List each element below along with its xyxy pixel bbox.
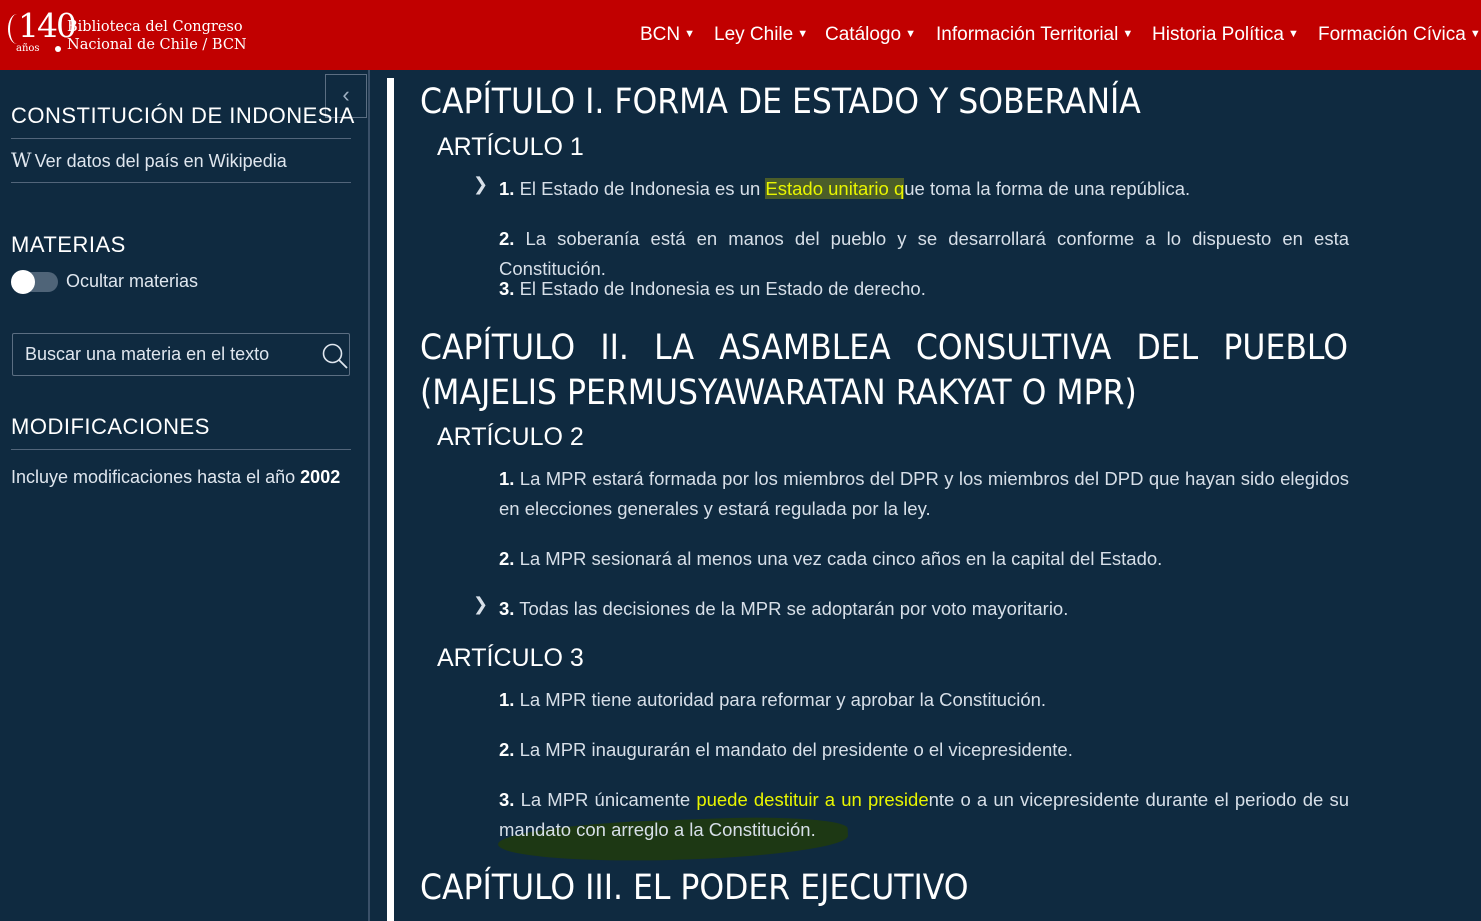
- article-heading: ARTÍCULO 2: [437, 423, 584, 451]
- logo-140: 140: [18, 6, 75, 45]
- article-paragraph: [499, 735, 1349, 765]
- chevron-left-icon: ‹: [342, 82, 350, 107]
- constitution-text: [394, 70, 1481, 921]
- paragraph-number: 2.: [499, 548, 515, 569]
- top-navbar: [0, 0, 1481, 70]
- article-heading: ARTÍCULO 3: [437, 644, 584, 672]
- nav-label: BCN: [640, 24, 681, 45]
- chapter-heading: CAPÍTULO I. FORMA DE ESTADO Y SOBERANÍA: [420, 82, 1141, 122]
- paragraph-text: nte o a un vicepresidente durante el periodo de su mandato con arreglo a la Constitución.: [499, 789, 1349, 840]
- logo-line2: Nacional de Chile / BCN: [67, 37, 247, 53]
- article-paragraph: [499, 274, 1349, 304]
- chapter-heading: CAPÍTULO II. LA ASAMBLEA CONSULTIVA DEL PUEBLO (MAJELIS PERMUSYAWARATAN RAKYAT O MPR): [420, 328, 1348, 413]
- caret-down-icon: ▼: [905, 28, 916, 40]
- paragraph-text: La MPR tiene autoridad para reformar y aprobar la Constitución.: [514, 689, 1047, 710]
- paragraph-number: 1.: [499, 689, 515, 710]
- modificaciones-heading: MODIFICACIONES: [11, 414, 210, 439]
- article-heading: ARTÍCULO 1: [437, 133, 584, 161]
- expand-chevron-icon[interactable]: ❯: [473, 174, 489, 194]
- chapter-heading: CAPÍTULO III. EL PODER EJECUTIVO: [420, 868, 969, 908]
- article-paragraph: [499, 544, 1349, 574]
- divider: [11, 449, 351, 450]
- nav-informacion-territorial[interactable]: [936, 22, 1133, 47]
- paragraph-text: La MPR estará formada por los miembros del DPR y los miembros del DPD que hayan sido elegidos en elecciones generales y estará regulada por la ley.: [499, 468, 1349, 519]
- paragraph-text: La MPR sesionará al menos una vez cada cinco años en la capital del Estado.: [514, 548, 1163, 569]
- paragraph-text: La MPR inaugurarán el mandato del presidente o el vicepresidente.: [514, 739, 1073, 760]
- divider: [11, 138, 351, 139]
- nav-ley-chile[interactable]: [714, 22, 808, 47]
- mod-text: Incluye modificaciones hasta el año: [11, 467, 301, 487]
- paragraph-number: 1.: [499, 178, 515, 199]
- sidebar-border: [368, 70, 370, 921]
- main-nav: [0, 22, 1481, 48]
- caret-down-icon: ▼: [1122, 28, 1134, 40]
- paragraph-text: ue toma la forma de una república.: [904, 178, 1191, 199]
- caret-down-icon: ▼: [1469, 28, 1481, 40]
- nav-historia-politica[interactable]: [1152, 22, 1299, 47]
- content-divider: [387, 78, 394, 921]
- article-paragraph: [499, 594, 1349, 624]
- sidebar: [0, 70, 368, 921]
- nav-label: Formación Cívica: [1318, 24, 1466, 45]
- paragraph-text: El Estado de Indonesia es un: [514, 178, 766, 199]
- paragraph-text: Todas las decisiones de la MPR se adoptarán por voto mayoritario.: [514, 598, 1069, 619]
- logo-line1: Biblioteca del Congreso: [67, 19, 243, 35]
- caret-down-icon: ▼: [684, 28, 696, 40]
- paragraph-number: 2.: [499, 739, 515, 760]
- expand-chevron-icon[interactable]: ❯: [473, 594, 489, 614]
- highlighted-text: Estado unitario q: [765, 178, 905, 199]
- nav-formacion-civica[interactable]: [1318, 22, 1481, 47]
- highlighted-text: puede destituir a un preside: [696, 789, 929, 810]
- wikipedia-link-label: Ver datos del país en Wikipedia: [34, 151, 287, 171]
- paragraph-number: 3.: [499, 598, 515, 619]
- materia-search-input[interactable]: [12, 333, 350, 376]
- paragraph-number: 1.: [499, 468, 515, 489]
- nav-bcn[interactable]: [640, 22, 695, 47]
- nav-label: Historia Política: [1152, 24, 1284, 45]
- wikipedia-icon: W: [11, 148, 32, 172]
- paragraph-text: La soberanía está en manos del pueblo y se desarrollará conforme a lo dispuesto en esta Constitución.: [499, 228, 1349, 279]
- search-icon[interactable]: [321, 342, 349, 370]
- nav-label: Información Territorial: [936, 24, 1119, 45]
- paragraph-number: 2.: [499, 228, 515, 249]
- article-paragraph: [499, 785, 1349, 845]
- logo-anos: años: [16, 43, 40, 54]
- constitution-title: CONSTITUCIÓN DE INDONESIA: [11, 103, 355, 128]
- mod-year: 2002: [300, 467, 341, 487]
- nav-label: Catálogo: [825, 24, 902, 45]
- nav-catalogo[interactable]: [825, 22, 916, 47]
- article-paragraph: [499, 174, 1349, 204]
- article-paragraph: [499, 464, 1349, 524]
- caret-down-icon: ▼: [1288, 28, 1299, 40]
- paragraph-number: 3.: [499, 789, 515, 810]
- nav-label: Ley Chile: [714, 24, 794, 45]
- paragraph-text: El Estado de Indonesia es un Estado de derecho.: [514, 278, 926, 299]
- toggle-label: Ocultar materias: [66, 271, 199, 291]
- divider: [11, 182, 351, 183]
- paragraph-text: La MPR únicamente: [514, 789, 697, 810]
- materias-heading: MATERIAS: [11, 232, 126, 257]
- caret-down-icon: ▼: [797, 28, 809, 40]
- article-paragraph: [499, 685, 1349, 715]
- wikipedia-link[interactable]: [11, 148, 287, 172]
- paragraph-number: 3.: [499, 278, 515, 299]
- ocultar-materias-toggle[interactable]: [12, 272, 58, 292]
- toggle-knob: [11, 270, 35, 294]
- modificaciones-text: [11, 467, 340, 488]
